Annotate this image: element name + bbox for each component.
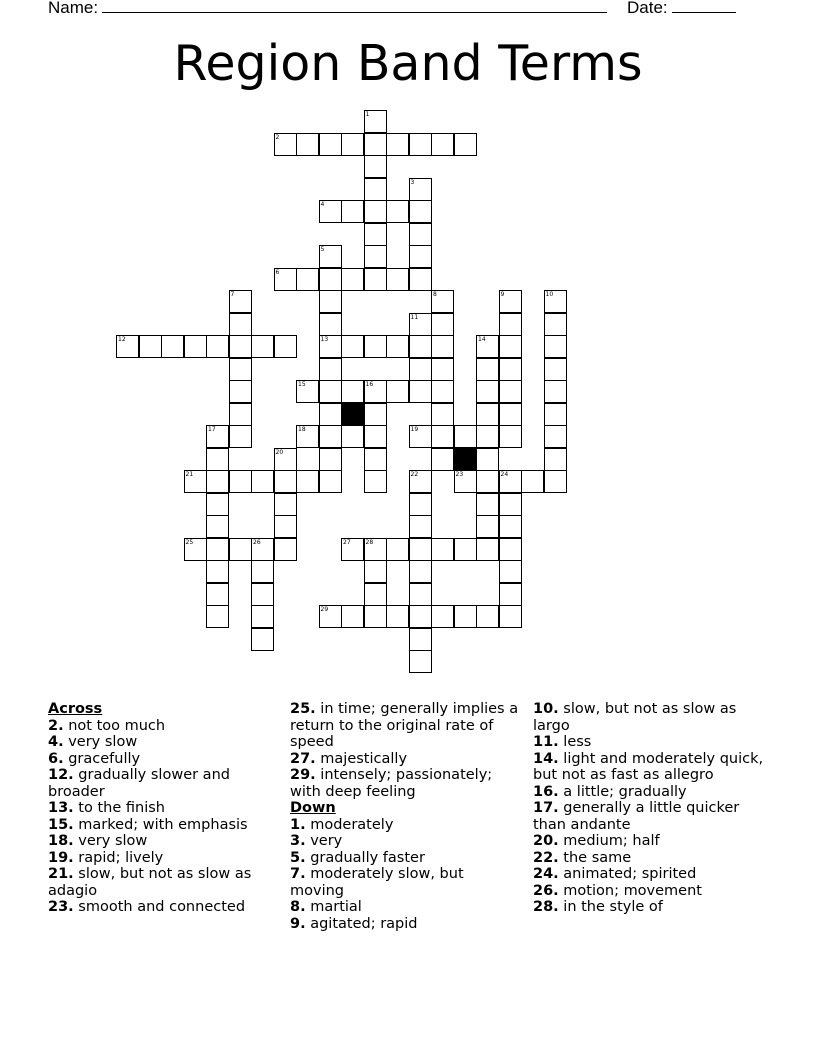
clue-number-label: 20. [533,833,559,849]
clue-text: generally a little quicker than andante [533,800,740,833]
grid-cell[interactable] [409,493,432,516]
grid-cell[interactable] [274,493,297,516]
clue-number-label: 14. [533,750,559,767]
clue-text: intensely; passionately; with deep feeling [290,767,493,800]
clue-text: animated; spirited [563,866,697,882]
grid-cell[interactable] [499,380,522,403]
clue-text: rapid; lively [78,849,164,866]
grid-cell[interactable] [274,335,297,358]
grid-cell[interactable] [341,538,364,561]
clue-number: 20 [275,448,284,456]
grid-cell[interactable] [341,268,364,291]
grid-cell[interactable] [476,605,499,628]
across-clue [48,899,280,916]
down-clue [290,899,522,916]
grid-cell[interactable] [386,268,409,291]
down-clue [290,817,522,834]
clue-number-label: 4. [48,734,64,750]
clue-number-label: 26. [533,882,559,899]
grid-cell[interactable] [476,380,499,403]
grid-cell[interactable] [364,178,387,201]
grid-cell[interactable] [431,335,454,358]
grid-cell[interactable] [409,605,432,628]
clue-text: marked; with emphasis [78,816,248,833]
clue-text: smooth and connected [78,899,246,915]
clue-number: 27 [343,538,351,546]
down-clue [533,784,773,801]
grid-cell[interactable] [476,515,499,538]
grid-cell[interactable] [544,313,567,336]
grid-cell[interactable] [206,538,229,561]
grid-cell[interactable] [431,358,454,381]
clue-number: 22 [410,471,419,478]
grid-cell[interactable] [364,223,387,246]
clue-number: 25 [185,538,194,546]
grid-cell[interactable] [251,335,274,358]
grid-cell[interactable] [499,560,522,583]
grid-cell[interactable] [229,538,252,561]
grid-cell[interactable] [296,380,319,403]
grid-cell[interactable] [364,448,387,471]
grid-cell[interactable] [251,538,274,561]
clue-text: very [310,833,343,849]
clue-number-label: 11. [533,734,559,750]
clue-number: 17 [208,426,216,433]
down-clue [533,734,773,751]
clue-number: 23 [455,471,464,478]
black-cell [341,403,364,426]
grid-cell[interactable] [544,448,567,471]
clue-number-label: 2. [48,717,64,734]
clue-text: motion; movement [563,882,702,899]
grid-cell[interactable] [206,560,229,583]
date-label: Date: [627,0,668,17]
grid-cell[interactable] [431,448,454,471]
clue-number-label: 5. [290,849,306,866]
grid-cell[interactable] [319,425,342,448]
grid-cell[interactable] [409,515,432,538]
grid-cell[interactable] [251,583,274,606]
grid-cell[interactable] [161,335,184,358]
grid-cell[interactable] [319,133,342,156]
across-clue [48,767,280,800]
grid-cell[interactable] [319,313,342,336]
grid-cell[interactable] [431,403,454,426]
grid-cell[interactable] [454,133,477,156]
clue-text: gradually faster [310,849,425,866]
grid-cell[interactable] [364,268,387,291]
grid-cell[interactable] [499,515,522,538]
grid-cell[interactable] [409,223,432,246]
down-clue [533,850,773,867]
clue-number: 8 [433,291,437,298]
grid-cell[interactable] [431,538,454,561]
across-clue [48,734,280,751]
grid-cell[interactable] [251,560,274,583]
grid-cell[interactable] [364,110,387,133]
grid-cell[interactable] [274,470,297,493]
grid-cell[interactable] [476,335,499,358]
grid-cell[interactable] [364,425,387,448]
clue-number: 19 [410,426,419,433]
grid-cell[interactable] [139,335,162,358]
clue-number-label: 9. [290,915,306,932]
grid-cell[interactable] [386,200,409,223]
down-clue [533,701,773,734]
clue-text: gradually slower and broader [48,767,230,800]
clue-text: agitated; rapid [310,915,418,932]
grid-cell[interactable] [116,335,139,358]
clue-text: very slow [68,734,138,750]
clue-number-label: 19. [48,849,74,866]
clue-text: slow, but not as slow as adagio [48,866,252,899]
grid-cell[interactable] [544,358,567,381]
grid-cell[interactable] [499,290,522,313]
clue-number: 4 [320,201,325,208]
clue-number: 28 [365,538,374,546]
clue-text: gracefully [68,750,141,767]
clue-number-label: 21. [48,866,74,882]
grid-cell[interactable] [544,470,567,493]
clue-number: 21 [185,471,194,478]
grid-cell[interactable] [499,335,522,358]
clue-number: 12 [118,336,126,343]
grid-cell[interactable] [274,268,297,291]
grid-cell[interactable] [341,200,364,223]
clue-column-1 [48,701,280,916]
grid-cell[interactable] [319,380,342,403]
grid-cell[interactable] [499,493,522,516]
grid-cell[interactable] [454,425,477,448]
grid-cell[interactable] [499,605,522,628]
grid-cell[interactable] [409,200,432,223]
grid-cell[interactable] [476,425,499,448]
clue-number: 24 [500,471,509,478]
grid-cell[interactable] [476,358,499,381]
grid-cell[interactable] [319,335,342,358]
grid-cell[interactable] [386,605,409,628]
clue-number: 7 [230,291,235,298]
grid-cell[interactable] [476,470,499,493]
clue-number: 15 [298,381,306,388]
clue-number-label: 10. [533,701,559,717]
grid-cell[interactable] [319,268,342,291]
clue-number: 14 [478,336,486,343]
grid-cell[interactable] [229,335,252,358]
clue-number-label: 6. [48,750,64,767]
grid-cell[interactable] [206,515,229,538]
across-clue [48,817,280,834]
grid-cell[interactable] [206,448,229,471]
grid-cell[interactable] [386,380,409,403]
across-heading: Across [48,701,103,717]
grid-cell[interactable] [409,650,432,673]
grid-cell[interactable] [206,583,229,606]
grid-cell[interactable] [319,403,342,426]
across-clue [48,800,280,817]
grid-cell[interactable] [229,380,252,403]
grid-cell[interactable] [229,313,252,336]
grid-cell[interactable] [274,538,297,561]
across-clue [48,751,280,768]
grid-cell[interactable] [499,583,522,606]
grid-cell[interactable] [341,335,364,358]
grid-cell[interactable] [499,313,522,336]
clue-text: slow, but not as slow as largo [533,701,737,734]
clue-number: 26 [253,538,261,546]
grid-cell[interactable] [544,335,567,358]
grid-cell[interactable] [409,560,432,583]
across-clue [48,866,280,899]
clue-number: 13 [320,336,329,343]
clue-text: medium; half [563,833,660,849]
grid-cell[interactable] [521,470,544,493]
clue-number-label: 13. [48,800,74,816]
grid-cell[interactable] [409,358,432,381]
clue-number: 16 [365,381,374,388]
grid-cell[interactable] [364,155,387,178]
grid-cell[interactable] [409,133,432,156]
grid-cell[interactable] [274,515,297,538]
grid-cell[interactable] [499,403,522,426]
grid-cell[interactable] [274,448,297,471]
grid-cell[interactable] [364,538,387,561]
clue-text: the same [563,849,632,866]
grid-cell[interactable] [409,313,432,336]
grid-cell[interactable] [319,448,342,471]
grid-cell[interactable] [544,290,567,313]
grid-cell[interactable] [409,425,432,448]
grid-cell[interactable] [409,380,432,403]
down-clue [290,833,522,850]
grid-cell[interactable] [319,470,342,493]
clue-number: 29 [320,606,329,613]
down-clue [533,833,773,850]
grid-cell[interactable] [229,470,252,493]
grid-cell[interactable] [364,133,387,156]
grid-cell[interactable] [206,470,229,493]
grid-cell[interactable] [409,628,432,651]
grid-cell[interactable] [454,538,477,561]
clue-text: to the finish [78,800,165,816]
clue-number-label: 12. [48,767,74,783]
grid-cell[interactable] [229,403,252,426]
clue-number-label: 28. [533,899,559,915]
clue-number: 1 [365,111,370,118]
grid-cell[interactable] [296,133,319,156]
grid-cell[interactable] [499,538,522,561]
grid-cell[interactable] [364,403,387,426]
grid-cell[interactable] [251,605,274,628]
grid-cell[interactable] [499,425,522,448]
grid-cell[interactable] [364,335,387,358]
grid-cell[interactable] [364,605,387,628]
grid-cell[interactable] [184,538,207,561]
grid-cell[interactable] [206,605,229,628]
across-clue [290,751,522,768]
grid-cell[interactable] [319,200,342,223]
clue-number: 10 [545,291,554,298]
grid-cell[interactable] [544,403,567,426]
grid-cell[interactable] [251,628,274,651]
across-clue [48,718,280,735]
clue-text: moderately [310,816,394,833]
across-clue [48,833,280,850]
clue-text: martial [310,899,362,915]
down-clue [290,866,522,899]
grid-cell[interactable] [431,605,454,628]
clue-number-label: 24. [533,866,559,882]
grid-cell[interactable] [296,268,319,291]
grid-cell[interactable] [364,583,387,606]
grid-cell[interactable] [409,268,432,291]
grid-cell[interactable] [206,493,229,516]
clue-column-2 [290,701,522,932]
grid-cell[interactable] [341,425,364,448]
grid-cell[interactable] [386,133,409,156]
grid-cell[interactable] [341,380,364,403]
grid-cell[interactable] [319,605,342,628]
page-title: Region Band Terms [173,35,643,92]
down-clue [533,800,773,833]
down-clue [533,899,773,916]
clue-text: majestically [320,750,408,767]
clue-text: in time; generally implies a return to the original rate of speed [290,701,519,750]
grid-cell[interactable] [341,133,364,156]
down-clue [290,850,522,867]
clue-text: very slow [78,833,148,849]
grid-cell[interactable] [386,335,409,358]
clue-number: 3 [410,178,415,186]
clue-number-label: 16. [533,783,559,800]
grid-cell[interactable] [476,493,499,516]
grid-cell[interactable] [364,560,387,583]
clue-number-label: 23. [48,899,74,915]
grid-cell[interactable] [409,178,432,201]
grid-cell[interactable] [184,335,207,358]
clue-number: 9 [500,291,505,298]
grid-cell[interactable] [364,470,387,493]
clue-number-label: 3. [290,833,306,849]
grid-cell[interactable] [476,448,499,471]
grid-cell[interactable] [341,605,364,628]
down-clue [290,916,522,933]
clue-number-label: 8. [290,899,306,915]
grid-cell[interactable] [184,470,207,493]
across-clue [48,850,280,867]
clue-text: not too much [68,717,166,734]
grid-cell[interactable] [386,538,409,561]
grid-cell[interactable] [431,380,454,403]
clue-number: 11 [410,313,419,321]
clue-text: less [563,734,592,750]
grid-cell[interactable] [499,470,522,493]
clue-number-label: 22. [533,849,559,866]
grid-cell[interactable] [229,358,252,381]
grid-cell[interactable] [319,290,342,313]
black-cell [454,448,477,471]
clue-text: moderately slow, but moving [290,866,464,899]
clue-number-label: 15. [48,816,74,833]
grid-cell[interactable] [409,538,432,561]
clue-text: in the style of [563,899,663,915]
clue-column-3 [533,701,773,916]
grid-cell[interactable] [476,403,499,426]
clue-number-label: 17. [533,800,559,816]
grid-cell[interactable] [431,133,454,156]
grid-cell[interactable] [431,425,454,448]
grid-cell[interactable] [544,380,567,403]
clue-number: 5 [320,246,325,253]
grid-cell[interactable] [431,313,454,336]
clue-text: light and moderately quick, but not as fast as allegro [533,750,764,783]
clue-number: 2 [275,133,280,141]
grid-cell[interactable] [364,245,387,268]
clue-number: 18 [298,426,306,433]
clue-number: 6 [275,268,280,276]
clue-number-label: 27. [290,750,316,767]
grid-cell[interactable] [274,133,297,156]
grid-cell[interactable] [229,290,252,313]
grid-cell[interactable] [409,245,432,268]
grid-cell[interactable] [364,380,387,403]
grid-cell[interactable] [409,335,432,358]
grid-cell[interactable] [206,335,229,358]
grid-cell[interactable] [206,425,229,448]
down-clue [533,866,773,883]
grid-cell[interactable] [364,200,387,223]
grid-cell[interactable] [296,470,319,493]
down-clue [533,883,773,900]
across-clue [290,701,522,751]
grid-cell[interactable] [296,425,319,448]
clue-number-label: 29. [290,767,316,783]
grid-cell[interactable] [251,470,274,493]
down-heading: Down [290,800,336,816]
grid-cell[interactable] [499,358,522,381]
grid-cell[interactable] [431,290,454,313]
grid-cell[interactable] [476,538,499,561]
grid-cell[interactable] [229,425,252,448]
grid-cell[interactable] [454,605,477,628]
clue-text: a little; gradually [563,783,687,800]
grid-cell[interactable] [319,358,342,381]
across-clue [290,767,522,800]
grid-cell[interactable] [544,425,567,448]
grid-cell[interactable] [454,470,477,493]
clue-number-label: 1. [290,816,306,833]
down-clue [533,751,773,784]
clue-number-label: 25. [290,701,316,717]
grid-cell[interactable] [409,583,432,606]
clue-number-label: 18. [48,833,74,849]
clue-number-label: 7. [290,866,306,882]
grid-cell[interactable] [409,470,432,493]
name-label: Name: [48,0,99,17]
grid-cell[interactable] [319,245,342,268]
